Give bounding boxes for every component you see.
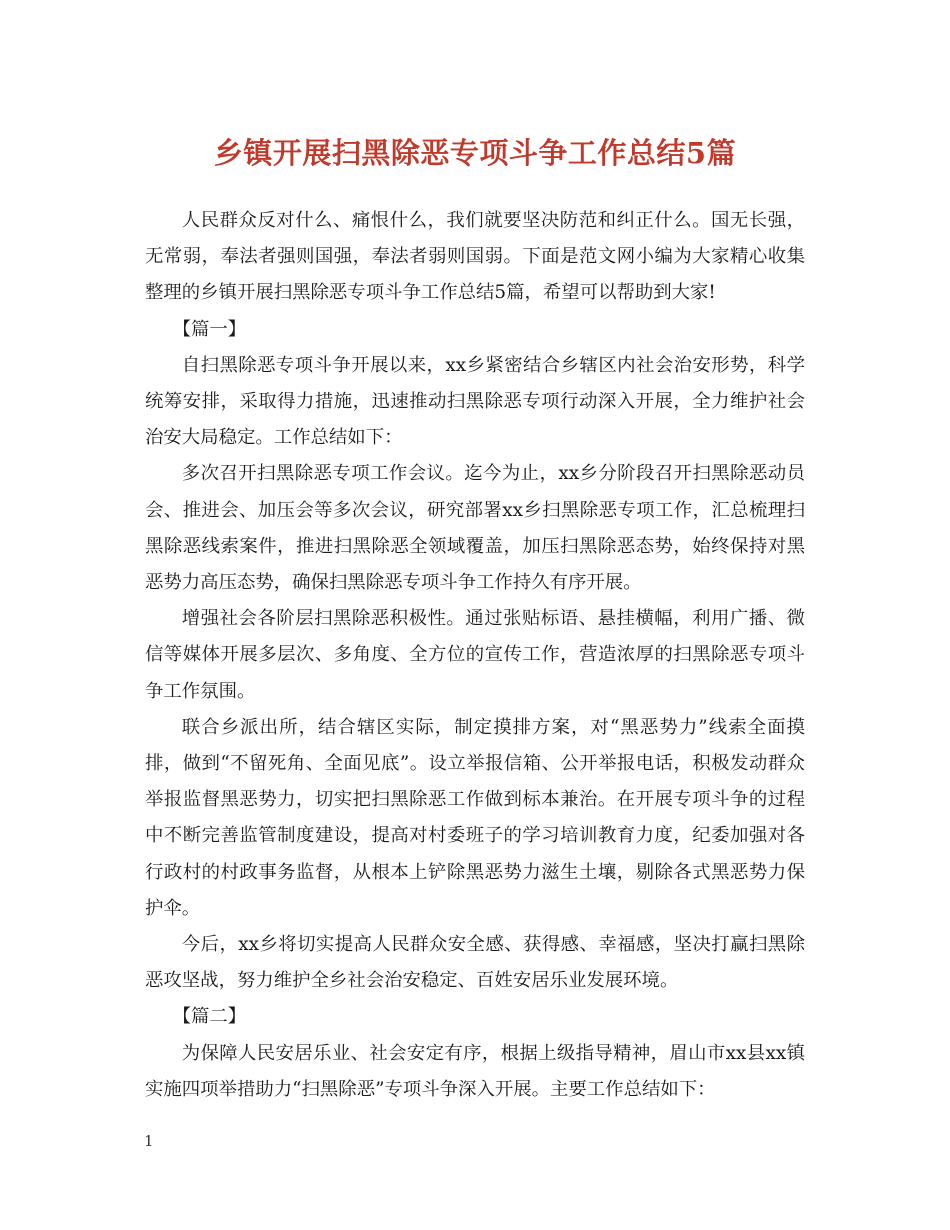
section-heading-1: 【篇一】 — [172, 318, 247, 340]
intro-paragraph: 人民群众反对什么、痛恨什么，我们就要坚决防范和纠正什么。国无长强，无常弱，奉法者强则国强，奉法者弱则国弱。下面是范文网小编为大家精心收集整理的乡镇开展扫黑除恶专项斗争工作总结5篇，希望可以帮助到大家! — [145, 210, 805, 304]
section1-paragraph-4: 联合乡派出所，结合辖区实际，制定摸排方案，对“黑恶势力”线索全面摸排，做到“不留死角、全面见底”。设立举报信箱、公开举报电话，积极发动群众举报监督黑恶势力，切实把扫黑除恶工作做到标本兼治。在开展专项斗争的过程中不断完善监管制度建设，提高对村委班子的学习培训教育力度，纪委加强对各行政村的村政事务监督，从根本上铲除黑恶势力滋生土壤，剔除各式黑恶势力保护伞。 — [145, 716, 805, 919]
section-heading-2: 【篇二】 — [172, 1006, 247, 1028]
document-title: 乡镇开展扫黑除恶专项斗争工作总结5篇 — [213, 136, 737, 170]
page-number: 1 — [144, 1132, 154, 1150]
section2-paragraph-1: 为保障人民安居乐业、社会安定有序，根据上级指导精神，眉山市xx县xx镇实施四项举措助力“扫黑除恶”专项斗争深入开展。主要工作总结如下： — [145, 1042, 805, 1100]
section1-paragraph-3: 增强社会各阶层扫黑除恶积极性。通过张贴标语、悬挂横幅，利用广播、微信等媒体开展多层次、多角度、全方位的宣传工作，营造浓厚的扫黑除恶专项斗争工作氛围。 — [145, 608, 805, 702]
document-body — [145, 203, 805, 1108]
section1-paragraph-5: 今后，xx乡将切实提高人民群众安全感、获得感、幸福感，坚决打赢扫黑除恶攻坚战，努力维护全乡社会治安稳定、百姓安居乐业发展环境。 — [145, 934, 805, 992]
section1-paragraph-2: 多次召开扫黑除恶专项工作会议。迄今为止，xx乡分阶段召开扫黑除恶动员会、推进会、加压会等多次会议，研究部署xx乡扫黑除恶专项工作，汇总梳理扫黑除恶线索案件，推进扫黑除恶全领域覆盖，加压扫黑除恶态势，始终保持对黑恶势力高压态势，确保扫黑除恶专项斗争工作持久有序开展。 — [145, 463, 805, 594]
section1-paragraph-1: 自扫黑除恶专项斗争开展以来，xx乡紧密结合乡辖区内社会治安形势，科学统筹安排，采取得力措施，迅速推动扫黑除恶专项行动深入开展，全力维护社会治安大局稳定。工作总结如下： — [145, 354, 805, 449]
